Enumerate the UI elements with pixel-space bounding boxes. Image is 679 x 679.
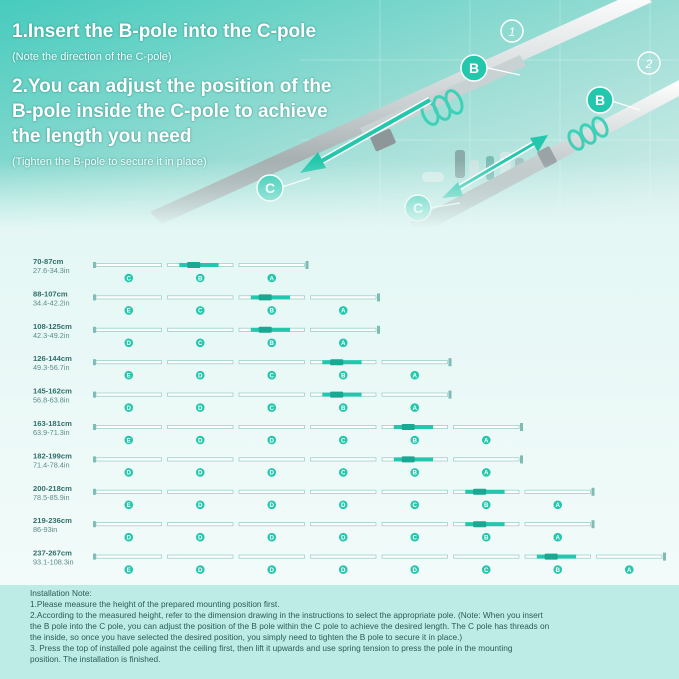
pole-segment-d: [382, 555, 448, 558]
step-2-title-line-2: B-pole inside the C-pole to achieve: [12, 101, 328, 122]
end-cap: [377, 326, 380, 334]
pole-segment-a: [239, 263, 305, 266]
end-cap: [93, 392, 96, 398]
end-cap: [592, 520, 595, 528]
range-inch-label: 93.1-108.3in: [33, 557, 74, 567]
end-cap: [93, 554, 96, 560]
pole-segment-d: [311, 523, 377, 526]
pole-segment-c: [454, 555, 520, 558]
pole-segment-b: [239, 327, 305, 333]
installation-line-2: 2.According to the measured height, refer to the dimension drawing in the instructions to select the appropriate pole. (Note: When you insert: [30, 610, 543, 620]
range-inch-label: 34.4-42.2in: [33, 298, 70, 308]
end-cap: [449, 391, 452, 399]
pole-segment-e: [96, 555, 162, 558]
pole-letter: D: [126, 340, 131, 348]
pole-segment-a: [311, 328, 377, 331]
pole-segment-d: [239, 458, 305, 461]
pole-segment-a: [382, 361, 448, 364]
pole-letter: D: [341, 502, 346, 510]
end-cap: [306, 261, 309, 269]
range-inch-label: 27.6-34.3in: [33, 266, 70, 275]
range-inch-label: 56.8-63.8in: [33, 395, 70, 405]
range-cm-label: 163-181cm: [33, 419, 72, 428]
pole-segment-e: [96, 425, 162, 428]
pole-letter: E: [126, 502, 131, 510]
pole-letter: B: [198, 275, 203, 283]
range-cm-label: 70-87cm: [33, 257, 64, 266]
pole-segment-a: [311, 296, 377, 299]
pole-letter: B: [341, 372, 346, 380]
step-1-title: 1.Insert the B-pole into the C-pole: [12, 21, 317, 42]
installation-note: [0, 585, 679, 679]
pole-letter: C: [198, 340, 203, 348]
range-cm-label: 145-162cm: [33, 386, 72, 396]
range-inch-label: 63.9-71.3in: [33, 428, 70, 437]
pole-letter: B: [269, 307, 274, 315]
pole-letter: D: [198, 437, 203, 445]
range-cm-label: 219-236cm: [33, 516, 72, 526]
pole-segment-d: [168, 523, 234, 526]
pole-letter: B: [341, 404, 346, 412]
pole-segment-e: [96, 296, 162, 299]
pole-letter: E: [126, 437, 131, 445]
pole-segment-d: [239, 555, 305, 558]
range-cm-label: 126-144cm: [33, 354, 72, 364]
pole-letter: C: [412, 534, 417, 542]
end-cap: [93, 456, 96, 462]
range-cm-label: 88-107cm: [33, 289, 68, 299]
pole-letter: A: [555, 534, 560, 542]
installation-line-5: 3. Press the top of installed pole against the ceiling first, then lift it upwards and use spring tension to press the pole in the mounting: [30, 643, 513, 653]
pole-segment-b: [454, 521, 520, 527]
pole-letter: A: [412, 404, 417, 412]
end-cap: [663, 553, 666, 561]
pole-letter: B: [555, 566, 560, 574]
pole-letter: A: [627, 566, 632, 574]
end-cap: [520, 423, 523, 431]
pole-letter: C: [269, 372, 274, 380]
pole-letter: B: [484, 534, 489, 542]
step-2-note: (Tighten the B-pole to secure it in place): [12, 156, 207, 168]
pole-segment-c: [168, 328, 234, 331]
end-cap: [377, 293, 380, 301]
pole-letter: D: [198, 502, 203, 510]
pole-letter: C: [269, 404, 274, 412]
installation-line-1: 1.Please measure the height of the prepared mounting position first.: [30, 599, 280, 609]
end-cap: [93, 327, 96, 333]
range-cm-label: 108-125cm: [33, 321, 72, 331]
pole-segment-b: [168, 262, 234, 268]
pole-letter: C: [198, 307, 203, 315]
pole-letter: D: [198, 469, 203, 477]
pole-segment-d: [311, 490, 377, 493]
pole-letter: D: [198, 372, 203, 380]
pole-segment-d: [96, 523, 162, 526]
length-configuration-table: [0, 228, 679, 585]
pole-letter: C: [484, 566, 489, 574]
pole-segment-c: [239, 393, 305, 396]
pole-letter: D: [341, 534, 346, 542]
pole-segment-d: [239, 490, 305, 493]
pole-letter: D: [198, 404, 203, 412]
end-cap: [93, 489, 96, 495]
end-cap: [93, 294, 96, 300]
step-2-title-line-3: the length you need: [12, 126, 192, 147]
pole-letter: B: [484, 502, 489, 510]
range-inch-label: 86-93in: [33, 525, 58, 535]
installation-title: Installation Note:: [30, 588, 92, 598]
end-cap: [93, 359, 96, 365]
pole-segment-e: [96, 490, 162, 493]
step-1-note: (Note the direction of the C-pole): [12, 51, 172, 63]
pole-letter: D: [126, 404, 131, 412]
pole-letter: C: [126, 275, 131, 283]
range-inch-label: 78.5-85.9in: [33, 492, 70, 502]
range-inch-label: 49.3-56.7in: [33, 363, 70, 373]
pole-letter: A: [412, 372, 417, 380]
pole-letter: C: [341, 437, 346, 445]
range-cm-label: 237-267cm: [33, 548, 72, 558]
pole-letter: D: [198, 534, 203, 542]
pole-letter: D: [269, 469, 274, 477]
installation-line-4: the inside, so once you have selected the desired position, you simply need to tighten the B pole to secure it in place.): [30, 632, 463, 642]
pole-letter: D: [126, 534, 131, 542]
pole-segment-c: [168, 296, 234, 299]
pole-segment-d: [96, 393, 162, 396]
pole-segment-c: [96, 263, 162, 266]
pole-segment-a: [597, 555, 663, 558]
pole-letter: D: [269, 502, 274, 510]
pole-combination-chart: [0, 228, 679, 585]
pole-letter: A: [341, 340, 346, 348]
pole-segment-c: [311, 425, 377, 428]
pole-segment-a: [525, 523, 591, 526]
range-inch-label: 71.4-78.4in: [33, 460, 70, 470]
end-cap: [93, 521, 96, 527]
pole-letter: B: [269, 340, 274, 348]
pole-segment-b: [311, 359, 377, 365]
end-cap: [93, 262, 96, 268]
pole-segment-c: [382, 490, 448, 493]
pole-segment-d: [168, 361, 234, 364]
pole-letter: D: [269, 534, 274, 542]
pole-segment-d: [239, 425, 305, 428]
pole-segment-d: [311, 555, 377, 558]
pole-letter: E: [126, 372, 131, 380]
pole-segment-d: [239, 523, 305, 526]
pole-letter: E: [126, 566, 131, 574]
pole-segment-a: [454, 458, 520, 461]
pole-segment-c: [311, 458, 377, 461]
pole-letter: A: [555, 502, 560, 510]
hero-illustration: [0, 0, 679, 228]
end-cap: [449, 358, 452, 366]
end-cap: [93, 424, 96, 430]
pole-segment-a: [525, 490, 591, 493]
pole-letter: A: [484, 437, 489, 445]
range-inch-label: 42.3-49.2in: [33, 330, 70, 340]
pole-segment-d: [168, 425, 234, 428]
pole-segment-d: [96, 328, 162, 331]
pole-segment-a: [382, 393, 448, 396]
pole-segment-d: [168, 458, 234, 461]
installation-line-6: position. The installation is finished.: [30, 654, 161, 664]
pole-segment-d: [168, 393, 234, 396]
pole-segment-b: [311, 392, 377, 398]
pole-letter: D: [341, 566, 346, 574]
end-cap: [520, 455, 523, 463]
step-2-title-line-1: 2.You can adjust the position of the: [12, 76, 332, 97]
pole-letter: E: [126, 307, 131, 315]
pole-segment-a: [454, 425, 520, 428]
pole-letter: A: [269, 275, 274, 283]
pole-letter: C: [412, 502, 417, 510]
pole-letter: A: [341, 307, 346, 315]
pole-letter: D: [269, 437, 274, 445]
pole-letter: B: [412, 469, 417, 477]
pole-letter: A: [484, 469, 489, 477]
pole-segment-b: [382, 456, 448, 462]
pole-segment-d: [168, 490, 234, 493]
pole-segment-b: [382, 424, 448, 430]
pole-segment-b: [239, 294, 305, 300]
pole-letter: D: [198, 566, 203, 574]
pole-letter: C: [341, 469, 346, 477]
pole-segment-c: [382, 523, 448, 526]
pole-segment-d: [96, 458, 162, 461]
pole-letter: D: [126, 469, 131, 477]
pole-letter: D: [269, 566, 274, 574]
installation-line-3: the B pole into the C pole, you can adjust the position of the B pole within the C pole to achieve the desired length. The C pole has threads on: [30, 621, 550, 631]
pole-letter: D: [412, 566, 417, 574]
pole-segment-b: [525, 554, 591, 560]
pole-letter: B: [412, 437, 417, 445]
end-cap: [592, 488, 595, 496]
range-cm-label: 182-199cm: [33, 451, 72, 461]
pole-segment-e: [96, 361, 162, 364]
pole-segment-d: [168, 555, 234, 558]
pole-segment-c: [239, 361, 305, 364]
pole-segment-b: [454, 489, 520, 495]
range-cm-label: 200-218cm: [33, 483, 72, 493]
